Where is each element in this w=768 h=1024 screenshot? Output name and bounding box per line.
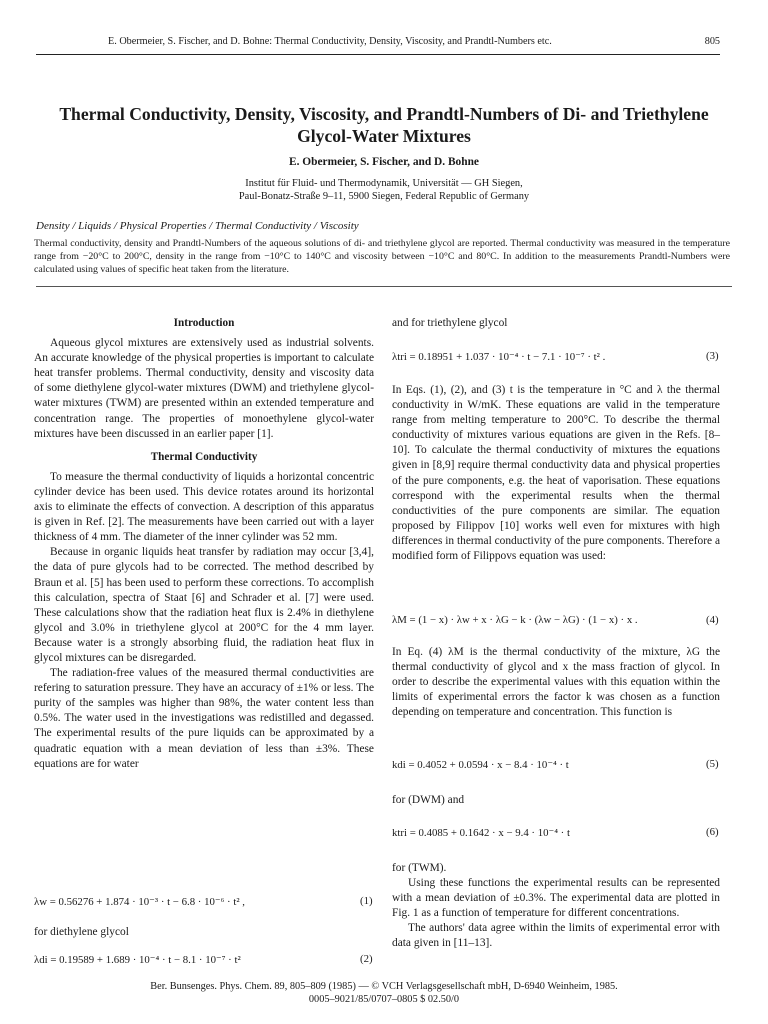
mixture-description-paragraph: In Eq. (4) λM is the thermal conductivity of the mixture, λG the thermal conductivity of glycol and x the mass fraction of glycol. In order to describe the experimental values with this equation within the limits of experimental errors the factor k was chosen as a function depending on temperature and concentration. This function is [392, 646, 720, 719]
for-twm-label: for (TWM). [392, 862, 447, 874]
running-head-text: E. Obermeier, S. Fischer, and D. Bohne: Thermal Conductivity, Density, Viscosity, and Prandtl-Numbers etc. [108, 36, 552, 47]
equation-2: λdi = 0.19589 + 1.689 · 10⁻⁴ · t − 8.1 · 10⁻⁷ · t² [34, 954, 241, 966]
tc-paragraph-2: Because in organic liquids heat transfer by radiation may occur [3,4], the data of pure glycols had to be corrected. The method described by Braun et al. [5] has been used to perform these corrections. To accomplish this calculation, spectra of Staat [6] and Schrader et al. [7] were used. These calculations show that the radiation heat flux is 2.4% in diethylene glycol and 3.0% in triethylene glycol at 200°C for the 4 mm layer. Because water is a strongly absorbing fluid, the radiation heat flux in glycol mixtures can be disregarded. [34, 546, 374, 664]
article-title: Thermal Conductivity, Density, Viscosity, and Prandtl-Numbers of Di- and Triethylene Glycol-Water Mixtures [59, 104, 709, 146]
equation-6-number: (6) [706, 826, 719, 838]
institution-line-1: Institut für Fluid- und Thermodynamik, Universität — GH Siegen, [245, 178, 523, 189]
tc-paragraph-3: The radiation-free values of the measured thermal conductivities are refering to saturation pressure. They have an accuracy of ±1% or less. The purity of the samples was higher than 98%, the water content less than 0.5%. The water used in the investigations was redistilled and degassed. The experimental results of the pure liquids can be approximated by a quadratic equation with a mean deviation of less than ±3%. These equations are for water [34, 667, 374, 770]
page-footer [0, 980, 768, 1006]
equation-4: λM = (1 − x) · λw + x · λG − k · (λw − λG) · (1 − x) · x . [392, 614, 638, 626]
equation-6: ktri = 0.4085 + 0.1642 · x − 9.4 · 10⁻⁴ · t [392, 827, 570, 839]
equation-5: kdi = 0.4052 + 0.0594 · x − 8.4 · 10⁻⁴ · t [392, 759, 569, 771]
right-paragraph-1 [392, 383, 720, 564]
divider-rule [36, 286, 732, 287]
results-paragraph: Using these functions the experimental results can be represented with a mean deviation of ±0.3%. The experimental data are plotted in Fig. 1 as a function of temperature for different concentrations. [392, 877, 720, 920]
section-heading-introduction: Introduction [173, 317, 235, 329]
journal-citation: Ber. Bunsenges. Phys. Chem. 89, 805–809 (1985) — © VCH Verlagsgesellschaft mbH, D-6940 Weinheim, 1985. [150, 981, 618, 992]
section-heading-thermal-conductivity: Thermal Conductivity [150, 450, 258, 463]
for-diethylene-label: for diethylene glycol [34, 926, 129, 938]
equation-4-number: (4) [706, 614, 719, 626]
equation-2-number: (2) [360, 953, 373, 965]
running-head [36, 34, 720, 55]
equation-3-number: (3) [706, 350, 719, 362]
equation-5-number: (5) [706, 758, 719, 770]
issn-code: 0005–9021/85/0707–0805 $ 02.50/0 [308, 994, 460, 1005]
intro-paragraph: Aqueous glycol mixtures are extensively used as industrial solvents. An accurate knowledge of the physical properties is important to calculate heat transfer problems. Thermal conductivity, density and viscosity data of some diethylene glycol-water mixtures (DWM) and triethylene glycol-water mixtures (TWM) are presented within an extended temperature and concentration range. The properties of monoethylene glycol-water mixtures have been discussed in an earlier paper [1]. [34, 337, 374, 440]
right-paragraph-3 [392, 861, 720, 952]
equation-1: λw = 0.56276 + 1.874 · 10⁻³ · t − 6.8 · 10⁻⁶ · t² , [34, 896, 245, 908]
equation-3: λtri = 0.18951 + 1.037 · 10⁻⁴ · t − 7.1 · 10⁻⁷ · t² . [392, 351, 606, 363]
institution [0, 177, 768, 203]
tc-paragraph-1: To measure the thermal conductivity of liquids a horizontal concentric cylinder device has been used. This device rotates around its horizontal axis to eliminate the effects of convection. A description of this apparatus is given in Ref. [2]. The measurements have been carried out with a layer thickness of 4 mm. The diameter of the inner cylinder was 52 mm. [34, 470, 374, 544]
right-paragraph-2 [392, 645, 720, 720]
page-number: 805 [704, 36, 720, 47]
keywords: Density / Liquids / Physical Properties / Thermal Conductivity / Viscosity [36, 220, 359, 232]
equation-1-number: (1) [360, 895, 373, 907]
agreement-paragraph: The authors' data agree within the limits of experimental error with data given in [11–13]. [392, 922, 720, 950]
eq-description-paragraph: In Eqs. (1), (2), and (3) t is the temperature in °C and λ the thermal conductivity in W/mK. These equations are valid in the temperature range from melting temperature to 200°C. To describe the thermal conductivity of mixtures various equations are given in the Refs. [8–10]. To calculate the thermal conductivity of mixtures the equations given in [8,9] require thermal conductivity data and physical properties of the pure components, e.g. the heat of vaporisation. These equations correspond with the experimental results when the thermal conductivities of the pure components are similar. The equation proposed by Filippov [10] works well even for mixtures with high differences in thermal conductivity of the pure components. Therefore a modified form of Filippovs equation was used: [392, 384, 720, 563]
institution-line-2: Paul-Bonatz-Straße 9–11, 5900 Siegen, Federal Republic of Germany [238, 191, 530, 202]
author-list: E. Obermeier, S. Fischer, and D. Bohne [289, 156, 479, 168]
left-column [34, 316, 374, 772]
for-triethylene-label: and for triethylene glycol [392, 317, 508, 329]
abstract: Thermal conductivity, density and Prandtl-Numbers of the aqueous solutions of di- and triethylene glycol are reported. Thermal conductivity was measured in the temperature range from −20°C to 200°C, density in the range from −10°C to 140°C and viscosity between −10°C and 80°C. In addition to the measurements Prandtl-Numbers were calculated using values of specific heat taken from the literature. [34, 238, 730, 275]
for-dwm-label: for (DWM) and [392, 794, 465, 806]
